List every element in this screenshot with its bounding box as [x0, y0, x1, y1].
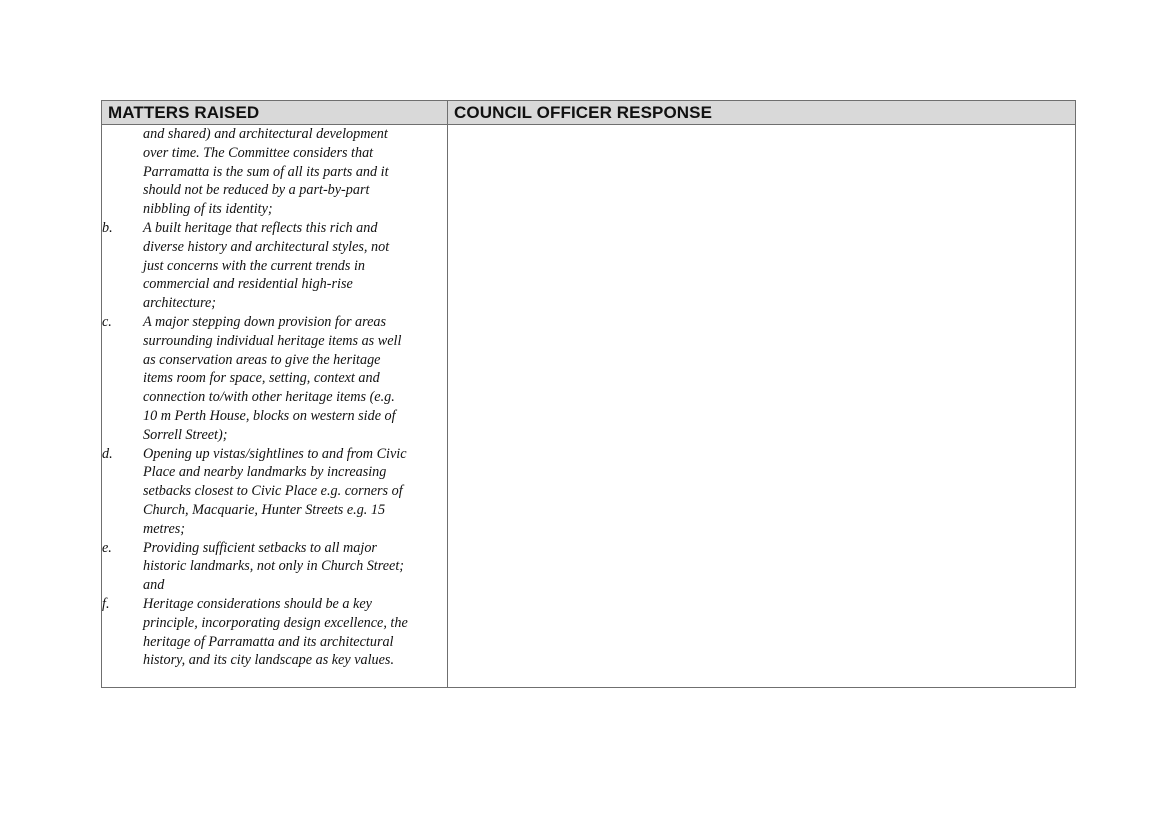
text-line: heritage of Parramatta and its architectural: [143, 633, 394, 650]
text-line: as conservation areas to give the heritage: [143, 351, 381, 368]
list-item-letter: f.: [102, 595, 110, 612]
text-line: nibbling of its identity;: [143, 201, 273, 218]
matters-raised-cell: [102, 125, 448, 688]
text-line: history, and its city landscape as key values.: [143, 652, 394, 669]
text-line: surrounding individual heritage items as well: [143, 332, 402, 349]
text-line: connection to/with other heritage items (e.g.: [143, 389, 395, 406]
list-item-e: [102, 539, 447, 595]
council-officer-response-cell: [448, 125, 1076, 688]
table-row: [102, 125, 1076, 688]
text-line: Heritage considerations should be a key: [143, 595, 372, 612]
matters-table: [101, 100, 1076, 688]
text-line: Church, Macquarie, Hunter Streets e.g. 15: [143, 501, 386, 518]
text-line: A built heritage that reflects this rich and: [143, 219, 378, 236]
text-line: Place and nearby landmarks by increasing: [143, 464, 387, 481]
list-item-b: [102, 219, 447, 313]
list-item-c: [102, 313, 447, 445]
text-line: Providing sufficient setbacks to all major: [143, 539, 377, 556]
list-item-d: [102, 445, 447, 539]
text-line: over time. The Committee considers that: [143, 144, 374, 161]
text-line: A major stepping down provision for areas: [143, 313, 387, 330]
text-line: and: [143, 577, 165, 594]
list-item-letter: c.: [102, 313, 112, 330]
text-line: Parramatta is the sum of all its parts and it: [143, 163, 389, 180]
text-line: items room for space, setting, context and: [143, 370, 380, 387]
table-header-row: [102, 101, 1076, 125]
list-item-f: [102, 595, 447, 670]
text-line: Sorrell Street);: [143, 426, 228, 443]
text-line: historic landmarks, not only in Church Street;: [143, 558, 404, 575]
text-line: and shared) and architectural development: [143, 126, 388, 142]
text-line: Opening up vistas/sightlines to and from Civic: [143, 445, 407, 462]
text-line: 10 m Perth House, blocks on western side of: [143, 407, 396, 424]
text-line: metres;: [143, 520, 186, 537]
continuation-paragraph: [102, 125, 447, 219]
text-line: architecture;: [143, 295, 217, 312]
list-item-letter: b.: [102, 219, 113, 236]
header-council-officer-response: COUNCIL OFFICER RESPONSE: [448, 101, 1076, 125]
list-item-letter: d.: [102, 445, 113, 462]
text-line: principle, incorporating design excellence, the: [143, 614, 408, 631]
text-line: setbacks closest to Civic Place e.g. corners of: [143, 483, 403, 500]
header-matters-raised: MATTERS RAISED: [102, 101, 448, 125]
list-item-letter: e.: [102, 539, 112, 556]
text-line: should not be reduced by a part-by-part: [143, 182, 370, 199]
text-line: diverse history and architectural styles, not: [143, 238, 390, 255]
text-line: commercial and residential high-rise: [143, 276, 353, 293]
text-line: just concerns with the current trends in: [143, 257, 365, 274]
